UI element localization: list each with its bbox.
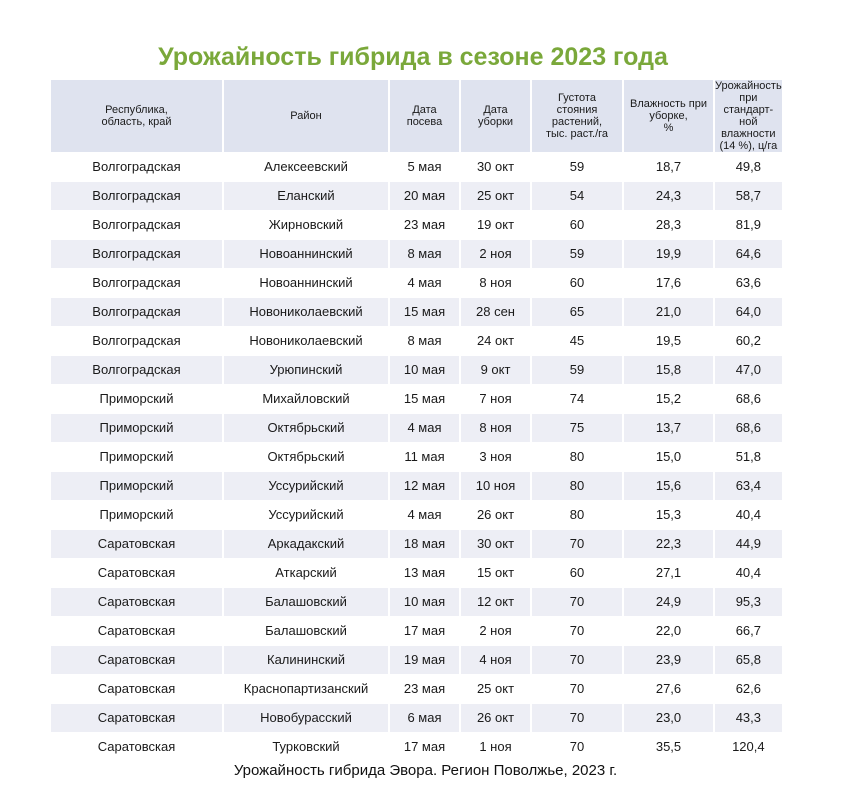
density-cell: 70 bbox=[531, 588, 623, 617]
sowing-date-cell: 10 мая bbox=[389, 588, 460, 617]
harvest-date-cell: 2 ноя bbox=[460, 617, 531, 646]
yield-cell: 63,4 bbox=[714, 472, 782, 501]
yield-cell: 40,4 bbox=[714, 559, 782, 588]
yield-cell: 65,8 bbox=[714, 646, 782, 675]
region-cell: Саратовская bbox=[51, 704, 223, 733]
district-cell: Балашовский bbox=[223, 588, 389, 617]
table-row bbox=[51, 182, 782, 211]
sowing-date-cell: 23 мая bbox=[389, 675, 460, 704]
table-row bbox=[51, 153, 782, 182]
moisture-cell: 24,3 bbox=[623, 182, 714, 211]
harvest-date-cell: 15 окт bbox=[460, 559, 531, 588]
region-cell: Саратовская bbox=[51, 588, 223, 617]
harvest-date-cell: 8 ноя bbox=[460, 269, 531, 298]
harvest-date-cell: 2 ноя bbox=[460, 240, 531, 269]
region-cell: Волгоградская bbox=[51, 298, 223, 327]
density-cell: 75 bbox=[531, 414, 623, 443]
yield-cell: 49,8 bbox=[714, 153, 782, 182]
harvest-date-cell: 30 окт bbox=[460, 530, 531, 559]
table-row bbox=[51, 443, 782, 472]
district-cell: Аркадакский bbox=[223, 530, 389, 559]
header-sowing-date: Дата посева bbox=[389, 80, 460, 153]
harvest-date-cell: 26 окт bbox=[460, 501, 531, 530]
table-row bbox=[51, 704, 782, 733]
yield-cell: 95,3 bbox=[714, 588, 782, 617]
moisture-cell: 27,1 bbox=[623, 559, 714, 588]
moisture-cell: 35,5 bbox=[623, 733, 714, 762]
yield-cell: 81,9 bbox=[714, 211, 782, 240]
yield-cell: 63,6 bbox=[714, 269, 782, 298]
header-district: Район bbox=[223, 80, 389, 153]
density-cell: 70 bbox=[531, 704, 623, 733]
district-cell: Новобурасский bbox=[223, 704, 389, 733]
yield-cell: 58,7 bbox=[714, 182, 782, 211]
sowing-date-cell: 4 мая bbox=[389, 269, 460, 298]
sowing-date-cell: 11 мая bbox=[389, 443, 460, 472]
table-row bbox=[51, 327, 782, 356]
table-row bbox=[51, 675, 782, 704]
district-cell: Урюпинский bbox=[223, 356, 389, 385]
region-cell: Саратовская bbox=[51, 646, 223, 675]
table-row bbox=[51, 269, 782, 298]
density-cell: 70 bbox=[531, 617, 623, 646]
density-cell: 70 bbox=[531, 675, 623, 704]
district-cell: Октябрьский bbox=[223, 443, 389, 472]
harvest-date-cell: 8 ноя bbox=[460, 414, 531, 443]
header-yield: Урожайность при стандарт- ной влажности (14 %), ц/га bbox=[715, 80, 782, 152]
region-cell: Волгоградская bbox=[51, 153, 223, 182]
moisture-cell: 22,0 bbox=[623, 617, 714, 646]
table-row bbox=[51, 501, 782, 530]
district-cell: Турковский bbox=[223, 733, 389, 762]
yield-cell: 62,6 bbox=[714, 675, 782, 704]
yield-cell: 43,3 bbox=[714, 704, 782, 733]
density-cell: 59 bbox=[531, 240, 623, 269]
header-harvest-date: Дата уборки bbox=[460, 80, 531, 153]
sowing-date-cell: 17 мая bbox=[389, 617, 460, 646]
district-cell: Новониколаевский bbox=[223, 298, 389, 327]
moisture-cell: 15,2 bbox=[623, 385, 714, 414]
yield-cell: 47,0 bbox=[714, 356, 782, 385]
region-cell: Волгоградская bbox=[51, 211, 223, 240]
sowing-date-cell: 23 мая bbox=[389, 211, 460, 240]
density-cell: 60 bbox=[531, 211, 623, 240]
district-cell: Балашовский bbox=[223, 617, 389, 646]
moisture-cell: 13,7 bbox=[623, 414, 714, 443]
table-body bbox=[51, 153, 782, 762]
table-header-row bbox=[51, 80, 782, 153]
yield-cell: 64,0 bbox=[714, 298, 782, 327]
table-row bbox=[51, 559, 782, 588]
region-cell: Приморский bbox=[51, 385, 223, 414]
region-cell: Волгоградская bbox=[51, 182, 223, 211]
sowing-date-cell: 15 мая bbox=[389, 385, 460, 414]
table-row bbox=[51, 211, 782, 240]
moisture-cell: 15,8 bbox=[623, 356, 714, 385]
sowing-date-cell: 18 мая bbox=[389, 530, 460, 559]
moisture-cell: 21,0 bbox=[623, 298, 714, 327]
sowing-date-cell: 6 мая bbox=[389, 704, 460, 733]
district-cell: Аткарский bbox=[223, 559, 389, 588]
harvest-date-cell: 9 окт bbox=[460, 356, 531, 385]
moisture-cell: 18,7 bbox=[623, 153, 714, 182]
harvest-date-cell: 25 окт bbox=[460, 182, 531, 211]
sowing-date-cell: 10 мая bbox=[389, 356, 460, 385]
table-row bbox=[51, 414, 782, 443]
district-cell: Михайловский bbox=[223, 385, 389, 414]
region-cell: Приморский bbox=[51, 414, 223, 443]
moisture-cell: 17,6 bbox=[623, 269, 714, 298]
yield-cell: 66,7 bbox=[714, 617, 782, 646]
density-cell: 80 bbox=[531, 443, 623, 472]
sowing-date-cell: 19 мая bbox=[389, 646, 460, 675]
district-cell: Калининский bbox=[223, 646, 389, 675]
density-cell: 74 bbox=[531, 385, 623, 414]
yield-cell: 44,9 bbox=[714, 530, 782, 559]
region-cell: Саратовская bbox=[51, 530, 223, 559]
density-cell: 59 bbox=[531, 356, 623, 385]
district-cell: Уссурийский bbox=[223, 472, 389, 501]
yield-cell: 51,8 bbox=[714, 443, 782, 472]
sowing-date-cell: 8 мая bbox=[389, 327, 460, 356]
district-cell: Новоаннинский bbox=[223, 240, 389, 269]
moisture-cell: 15,0 bbox=[623, 443, 714, 472]
harvest-date-cell: 1 ноя bbox=[460, 733, 531, 762]
density-cell: 59 bbox=[531, 153, 623, 182]
table-row bbox=[51, 298, 782, 327]
sowing-date-cell: 17 мая bbox=[389, 733, 460, 762]
district-cell: Новониколаевский bbox=[223, 327, 389, 356]
harvest-date-cell: 7 ноя bbox=[460, 385, 531, 414]
sowing-date-cell: 20 мая bbox=[389, 182, 460, 211]
region-cell: Приморский bbox=[51, 501, 223, 530]
table-row bbox=[51, 385, 782, 414]
region-cell: Приморский bbox=[51, 443, 223, 472]
sowing-date-cell: 12 мая bbox=[389, 472, 460, 501]
density-cell: 60 bbox=[531, 559, 623, 588]
harvest-date-cell: 3 ноя bbox=[460, 443, 531, 472]
yield-cell: 60,2 bbox=[714, 327, 782, 356]
harvest-date-cell: 10 ноя bbox=[460, 472, 531, 501]
sowing-date-cell: 8 мая bbox=[389, 240, 460, 269]
region-cell: Саратовская bbox=[51, 617, 223, 646]
density-cell: 80 bbox=[531, 501, 623, 530]
sowing-date-cell: 13 мая bbox=[389, 559, 460, 588]
density-cell: 70 bbox=[531, 646, 623, 675]
density-cell: 70 bbox=[531, 733, 623, 762]
table-row bbox=[51, 530, 782, 559]
table-row bbox=[51, 240, 782, 269]
harvest-date-cell: 25 окт bbox=[460, 675, 531, 704]
moisture-cell: 22,3 bbox=[623, 530, 714, 559]
moisture-cell: 23,9 bbox=[623, 646, 714, 675]
density-cell: 80 bbox=[531, 472, 623, 501]
sowing-date-cell: 4 мая bbox=[389, 501, 460, 530]
moisture-cell: 28,3 bbox=[623, 211, 714, 240]
yield-cell: 64,6 bbox=[714, 240, 782, 269]
yield-cell: 68,6 bbox=[714, 385, 782, 414]
table-row bbox=[51, 617, 782, 646]
harvest-date-cell: 4 ноя bbox=[460, 646, 531, 675]
moisture-cell: 19,9 bbox=[623, 240, 714, 269]
yield-table bbox=[51, 80, 782, 762]
harvest-date-cell: 28 сен bbox=[460, 298, 531, 327]
harvest-date-cell: 12 окт bbox=[460, 588, 531, 617]
district-cell: Еланский bbox=[223, 182, 389, 211]
region-cell: Саратовская bbox=[51, 675, 223, 704]
harvest-date-cell: 30 окт bbox=[460, 153, 531, 182]
moisture-cell: 24,9 bbox=[623, 588, 714, 617]
moisture-cell: 23,0 bbox=[623, 704, 714, 733]
sowing-date-cell: 15 мая bbox=[389, 298, 460, 327]
region-cell: Волгоградская bbox=[51, 269, 223, 298]
density-cell: 70 bbox=[531, 530, 623, 559]
figure-caption: Урожайность гибрида Эвора. Регион Поволжье, 2023 г. bbox=[233, 762, 618, 779]
district-cell: Жирновский bbox=[223, 211, 389, 240]
harvest-date-cell: 19 окт bbox=[460, 211, 531, 240]
harvest-date-cell: 24 окт bbox=[460, 327, 531, 356]
district-cell: Новоаннинский bbox=[223, 269, 389, 298]
region-cell: Саратовская bbox=[51, 733, 223, 762]
district-cell: Алексеевский bbox=[223, 153, 389, 182]
page-title: Урожайность гибрида в сезоне 2023 года bbox=[158, 43, 668, 71]
moisture-cell: 15,3 bbox=[623, 501, 714, 530]
region-cell: Саратовская bbox=[51, 559, 223, 588]
density-cell: 54 bbox=[531, 182, 623, 211]
density-cell: 65 bbox=[531, 298, 623, 327]
moisture-cell: 19,5 bbox=[623, 327, 714, 356]
district-cell: Октябрьский bbox=[223, 414, 389, 443]
density-cell: 45 bbox=[531, 327, 623, 356]
density-cell: 60 bbox=[531, 269, 623, 298]
sowing-date-cell: 5 мая bbox=[389, 153, 460, 182]
harvest-date-cell: 26 окт bbox=[460, 704, 531, 733]
table-row bbox=[51, 472, 782, 501]
header-region: Республика, область, край bbox=[51, 80, 223, 153]
yield-cell: 68,6 bbox=[714, 414, 782, 443]
header-harvest-moisture: Влажность при уборке, % bbox=[623, 80, 714, 153]
table-row bbox=[51, 356, 782, 385]
yield-cell: 40,4 bbox=[714, 501, 782, 530]
region-cell: Приморский bbox=[51, 472, 223, 501]
moisture-cell: 27,6 bbox=[623, 675, 714, 704]
yield-cell: 120,4 bbox=[714, 733, 782, 762]
table-row bbox=[51, 588, 782, 617]
district-cell: Уссурийский bbox=[223, 501, 389, 530]
region-cell: Волгоградская bbox=[51, 356, 223, 385]
region-cell: Волгоградская bbox=[51, 240, 223, 269]
table-row bbox=[51, 733, 782, 762]
district-cell: Краснопартизанский bbox=[223, 675, 389, 704]
table-row bbox=[51, 646, 782, 675]
moisture-cell: 15,6 bbox=[623, 472, 714, 501]
region-cell: Волгоградская bbox=[51, 327, 223, 356]
header-plant-density: Густота стояния растений, тыс. раст./га bbox=[531, 80, 623, 153]
sowing-date-cell: 4 мая bbox=[389, 414, 460, 443]
